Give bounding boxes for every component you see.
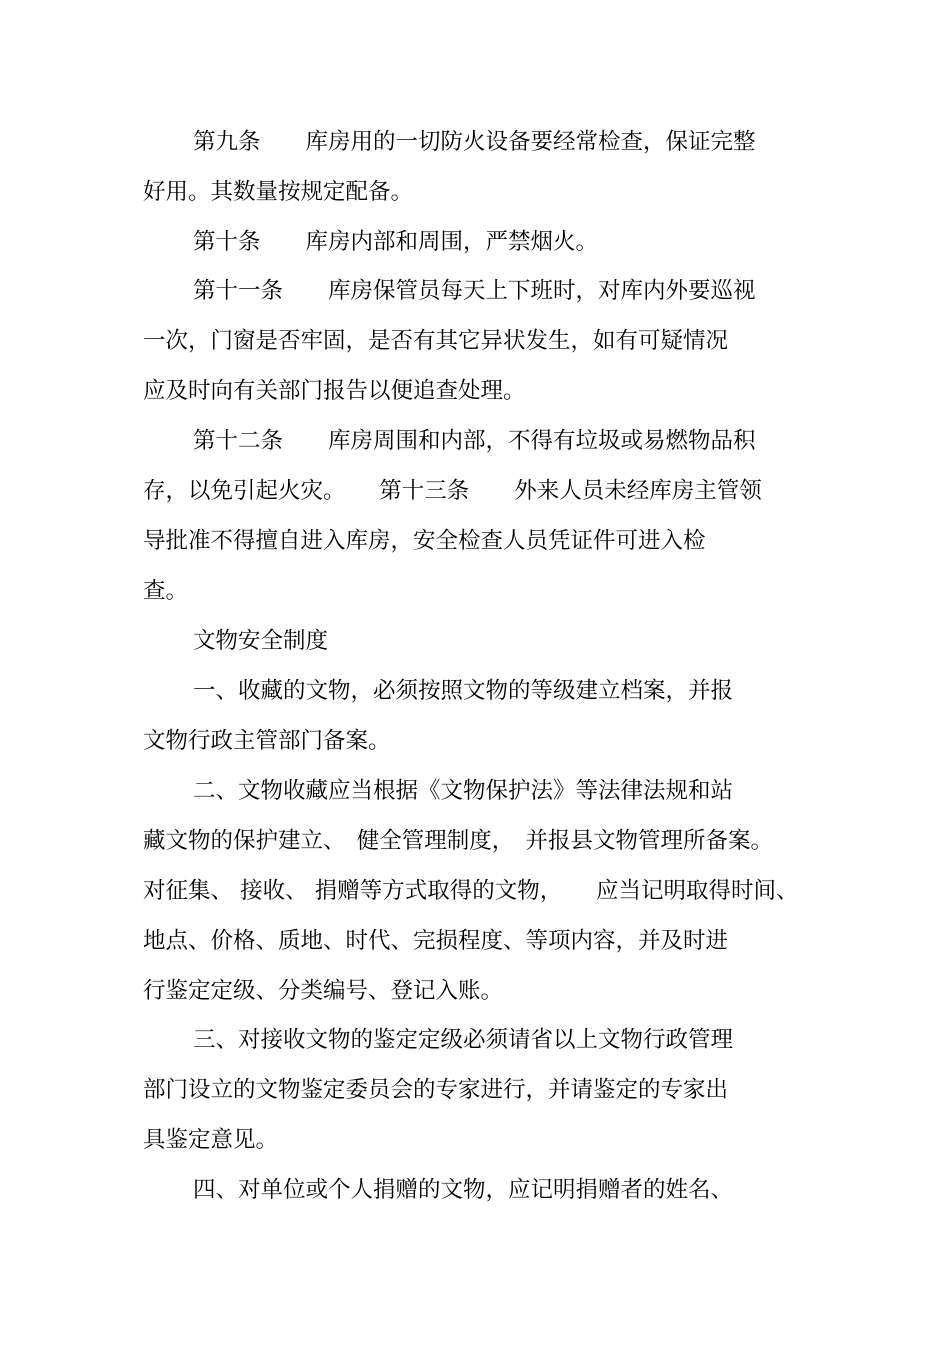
text-line-9: 导批准不得擅自进入库房，安全检查人员凭证件可进入检 — [143, 528, 706, 554]
text-line-15: 藏文物的保护建立、 健全管理制度， 并报县文物管理所备案。 — [143, 828, 774, 854]
text-line-17: 地点、价格、质地、时代、完损程度、等项内容，并及时进 — [143, 928, 729, 954]
text-line-3: 第十条 库房内部和周围，严禁烟火。 — [193, 229, 599, 255]
text-line-7: 第十二条 库房周围和内部，不得有垃圾或易燃物品积 — [193, 428, 756, 454]
text-line-2: 好用。其数量按规定配备。 — [143, 179, 414, 205]
text-line-6: 应及时向有关部门报告以便追查处理。 — [143, 378, 526, 404]
text-line-8: 存，以免引起火灾。 第十三条 外来人员未经库房主管领 — [143, 478, 762, 504]
text-line-18: 行鉴定定级、分类编号、登记入账。 — [143, 978, 504, 1004]
text-line-16: 对征集、 接收、 捐赠等方式取得的文物， 应当记明取得时间、 — [143, 878, 799, 904]
text-line-5: 一次，门窗是否牢固，是否有其它异状发生，如有可疑情况 — [143, 328, 729, 354]
text-line-20: 部门设立的文物鉴定委员会的专家进行，并请鉴定的专家出 — [143, 1077, 729, 1103]
text-line-13: 文物行政主管部门备案。 — [143, 728, 391, 754]
text-line-1: 第九条 库房用的一切防火设备要经常检查，保证完整 — [193, 129, 756, 155]
text-line-4: 第十一条 库房保管员每天上下班时，对库内外要巡视 — [193, 278, 756, 304]
text-line-12: 一、收藏的文物，必须按照文物的等级建立档案，并报 — [193, 678, 734, 704]
text-line-22: 四、对单位或个人捐赠的文物，应记明捐赠者的姓名、 — [193, 1177, 734, 1203]
text-line-21: 具鉴定意见。 — [143, 1127, 279, 1153]
text-line-14: 二、文物收藏应当根据《文物保护法》等法律法规和站 — [193, 778, 734, 804]
text-line-10: 查。 — [143, 578, 189, 604]
section-heading: 文物安全制度 — [193, 628, 329, 654]
text-line-19: 三、对接收文物的鉴定定级必须请省以上文物行政管理 — [193, 1027, 734, 1053]
